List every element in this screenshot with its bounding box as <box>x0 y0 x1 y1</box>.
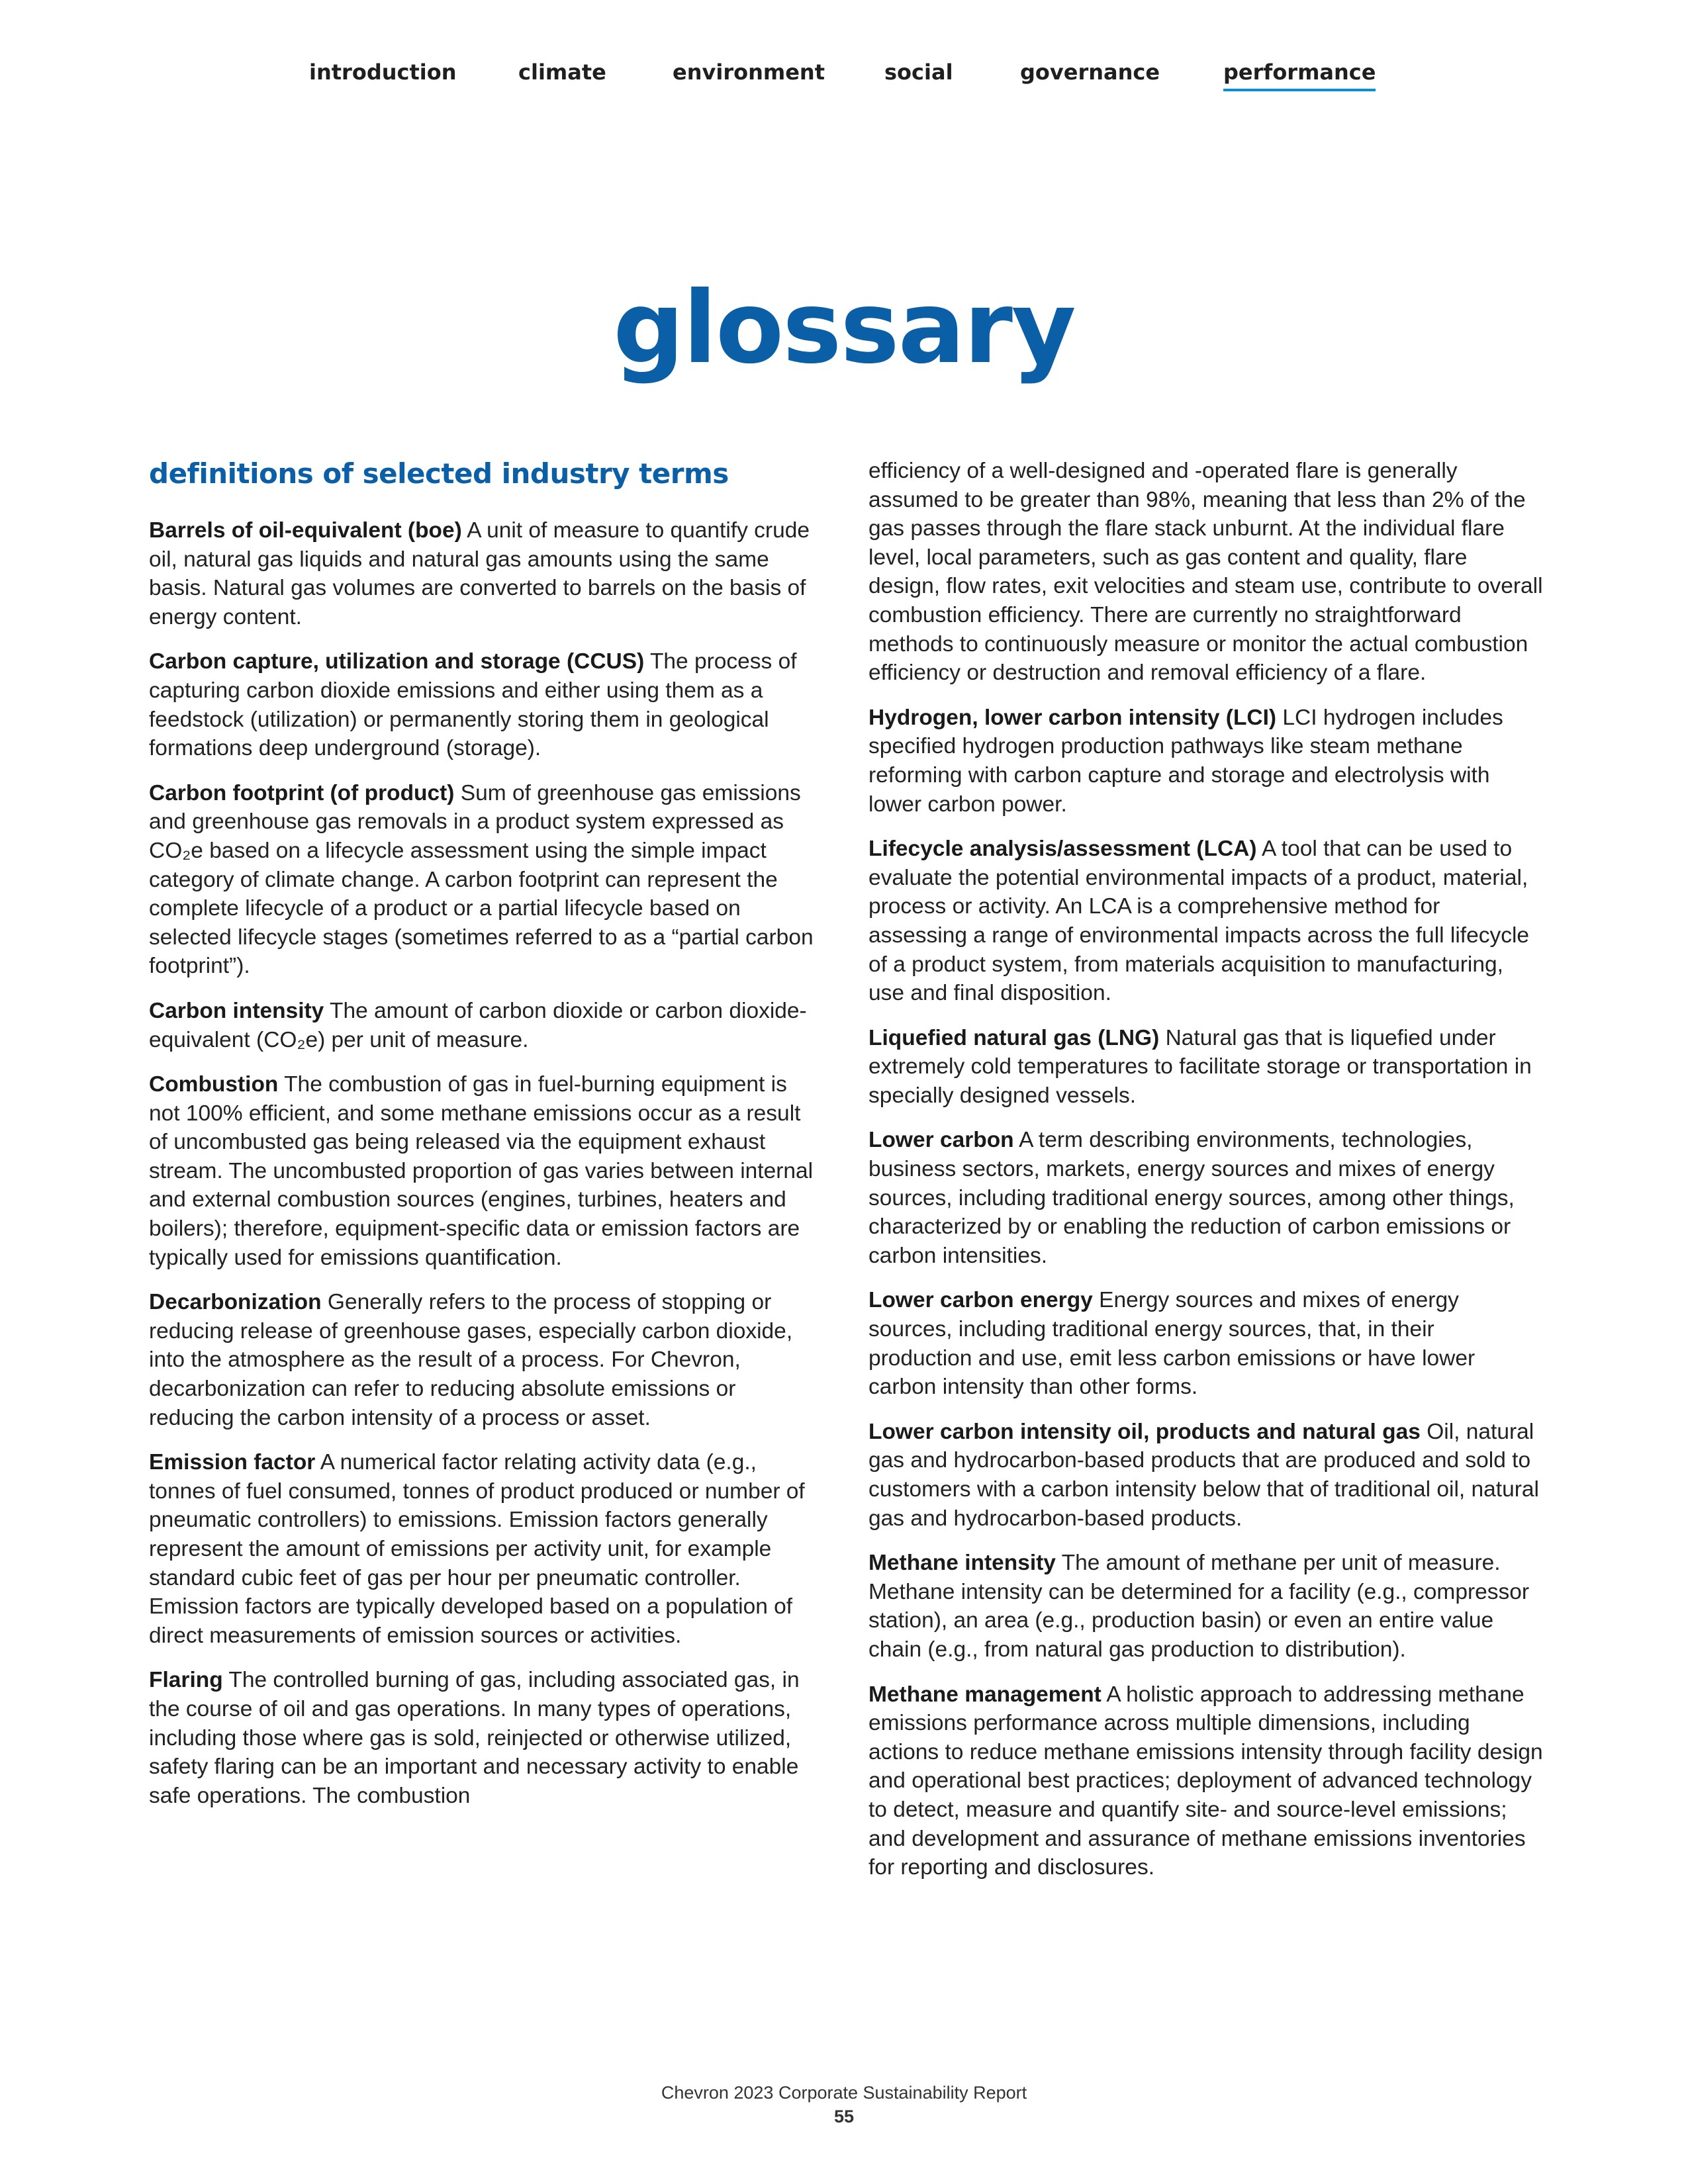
glossary-entry-carbon-footprint <box>149 779 818 981</box>
page-number: 55 <box>833 2107 855 2126</box>
glossary-term: Lower carbon <box>868 1128 1014 1153</box>
glossary-definition: Sum of greenhouse gas emissions and greenhouse gas removals in a product system expressed as CO₂e based on a lifecycle assessment using the simple impact category of climate change. A carbon footprint can represent the complete lifecycle of a product or a partial lifecycle based on selected lifecycle stages (sometimes referred to as a “partial carbon footprint”). <box>149 780 814 979</box>
glossary-term: Methane intensity <box>868 1551 1056 1576</box>
page-footer <box>0 2081 1688 2128</box>
glossary-right-column <box>868 457 1544 1898</box>
glossary-definition: The process of capturing carbon dioxide emissions and either using them as a feedstock (utilization) or permanently storing them in geological formations deep underground (storage). <box>149 649 797 761</box>
nav-item-introduction[interactable]: introduction <box>309 60 457 85</box>
glossary-entry-lci-oil-products-gas <box>868 1418 1544 1533</box>
glossary-definition: Natural gas that is liquefied under extremely cold temperatures to facilitate storage or transportation in specially designed vessels. <box>868 1025 1532 1108</box>
nav-item-performance[interactable]: performance <box>1223 60 1376 91</box>
glossary-entry-methane-intensity <box>868 1549 1544 1664</box>
glossary-definition: Energy sources and mixes of energy sources, including traditional energy sources, that, in their production and use, emit less carbon emissions or have lower carbon intensity than other forms. <box>868 1288 1476 1400</box>
glossary-entry-flaring <box>149 1666 818 1810</box>
page-title: glossary <box>613 270 1075 386</box>
glossary-term: Methane management <box>868 1682 1102 1707</box>
glossary-definition: LCI hydrogen includes specified hydrogen production pathways like steam methane reforming with carbon capture and storage and electrolysis with lower carbon power. <box>868 705 1503 817</box>
glossary-definition: A tool that can be used to evaluate the potential environmental impacts of a product, material, process or activity. An LCA is a comprehensive method for assessing a range of environmental impacts across the full lifecycle of a product system, from materials acquisition to manufacturing, use and final disposition. <box>868 837 1530 1006</box>
nav-item-environment[interactable]: environment <box>673 60 825 85</box>
glossary-entry-lower-carbon <box>868 1126 1544 1270</box>
glossary-definition: The combustion of gas in fuel-burning equipment is not 100% efficient, and some methane emissions occur as a result of uncombusted gas being released via the equipment exhaust stream. The uncombusted proportion of gas varies between internal and external combustion sources (engines, turbines, heaters and boilers); therefore, equipment-specific data or emission factors are typically used for emissions quantification. <box>149 1072 814 1270</box>
glossary-definition: A holistic approach to addressing methane emissions performance across multiple dimensions, including actions to reduce methane emissions intensity through facility design and operational best practices; deployment of advanced technology to detect, measure and quantify site- and source-level emissions; and development and assurance of methane emissions inventories for reporting and disclosures. <box>868 1682 1543 1880</box>
glossary-entry-ccus <box>149 647 818 762</box>
glossary-entry-decarbonization <box>149 1288 818 1432</box>
glossary-term: Carbon intensity <box>149 998 324 1023</box>
glossary-term: Lower carbon intensity oil, products and natural gas <box>868 1419 1421 1444</box>
glossary-definition: A numerical factor relating activity data (e.g., tonnes of fuel consumed, tonnes of product produced or number of pneumatic controllers) to emissions. Emission factors generally represent the amount of emissions per activity unit, for example standard cubic feet of gas per hour per pneumatic controller. Emission factors are typically developed based on a population of direct measurements of emission sources or activities. <box>149 1450 805 1648</box>
glossary-term: Liquefied natural gas (LNG) <box>868 1025 1160 1050</box>
glossary-definition: The amount of methane per unit of measure. Methane intensity can be determined for a facility (e.g., compressor station), an area (e.g., production basin) or even an entire value chain (e.g., from natural gas production to distribution). <box>868 1551 1530 1662</box>
nav-item-social[interactable]: social <box>884 60 953 85</box>
glossary-term: Combustion <box>149 1072 279 1097</box>
section-heading: definitions of selected industry terms <box>149 457 729 490</box>
glossary-entry-lci-hydrogen <box>868 704 1544 819</box>
glossary-definition: Oil, natural gas and hydrocarbon-based products that are produced and sold to customers with a carbon intensity below that of traditional oil, natural gas and hydrocarbon-based products. <box>868 1419 1539 1531</box>
top-navigation <box>0 60 1688 99</box>
glossary-term: Carbon capture, utilization and storage (CCUS) <box>149 649 645 674</box>
nav-item-climate[interactable]: climate <box>518 60 606 85</box>
glossary-entry-lng <box>868 1024 1544 1111</box>
glossary-term: Hydrogen, lower carbon intensity (LCI) <box>868 705 1277 730</box>
glossary-entry-boe <box>149 516 818 631</box>
glossary-definition: A term describing environments, technologies, business sectors, markets, energy sources and mixes of energy sources, including traditional energy sources, among other things, characterized by or enabling the reduction of carbon emissions or carbon intensities. <box>868 1128 1515 1268</box>
glossary-entry-emission-factor <box>149 1448 818 1650</box>
glossary-term: Emission factor <box>149 1450 316 1475</box>
glossary-definition: The controlled burning of gas, including associated gas, in the course of oil and gas operations. In many types of operations, including those where gas is sold, reinjected or otherwise utilized, safety flaring can be an important and necessary activity to enable safe operations. The combustion <box>149 1668 800 1808</box>
glossary-entry-combustion <box>149 1070 818 1272</box>
glossary-definition: The amount of carbon dioxide or carbon dioxide-equivalent (CO₂e) per unit of measure. <box>149 998 807 1052</box>
glossary-term: Decarbonization <box>149 1290 322 1315</box>
nav-item-governance[interactable]: governance <box>1020 60 1160 85</box>
glossary-term: Lower carbon energy <box>868 1288 1093 1313</box>
glossary-left-column <box>149 457 818 1826</box>
glossary-term: Lifecycle analysis/assessment (LCA) <box>868 837 1257 862</box>
glossary-term: Carbon footprint (of product) <box>149 780 455 805</box>
report-title: Chevron 2023 Corporate Sustainability Report <box>661 2083 1027 2103</box>
glossary-entry-lower-carbon-energy <box>868 1286 1544 1401</box>
glossary-term: Flaring <box>149 1668 223 1693</box>
glossary-entry-flaring-continued: efficiency of a well-designed and -operated flare is generally assumed to be greater than 98%, meaning that less than 2% of the gas passes through the flare stack unburnt. At the individual flare level, local parameters, such as gas content and quality, flare design, flow rates, exit velocities and steam use, contribute to overall combustion efficiency. There are currently no straightforward methods to continuously measure or monitor the actual combustion efficiency or destruction and removal efficiency of a flare. <box>868 459 1543 686</box>
glossary-term: Barrels of oil-equivalent (boe) <box>149 518 462 543</box>
glossary-definition: Generally refers to the process of stopping or reducing release of greenhouse gases, especially carbon dioxide, into the atmosphere as the result of a process. For Chevron, decarbonization can refer to reducing absolute emissions or reducing the carbon intensity of a process or asset. <box>149 1290 793 1430</box>
glossary-entry-methane-management <box>868 1680 1544 1882</box>
glossary-entry-lca <box>868 835 1544 1008</box>
glossary-definition: A unit of measure to quantify crude oil, natural gas liquids and natural gas amounts using the same basis. Natural gas volumes are converted to barrels on the basis of energy content. <box>149 518 810 629</box>
glossary-entry-carbon-intensity <box>149 997 818 1054</box>
